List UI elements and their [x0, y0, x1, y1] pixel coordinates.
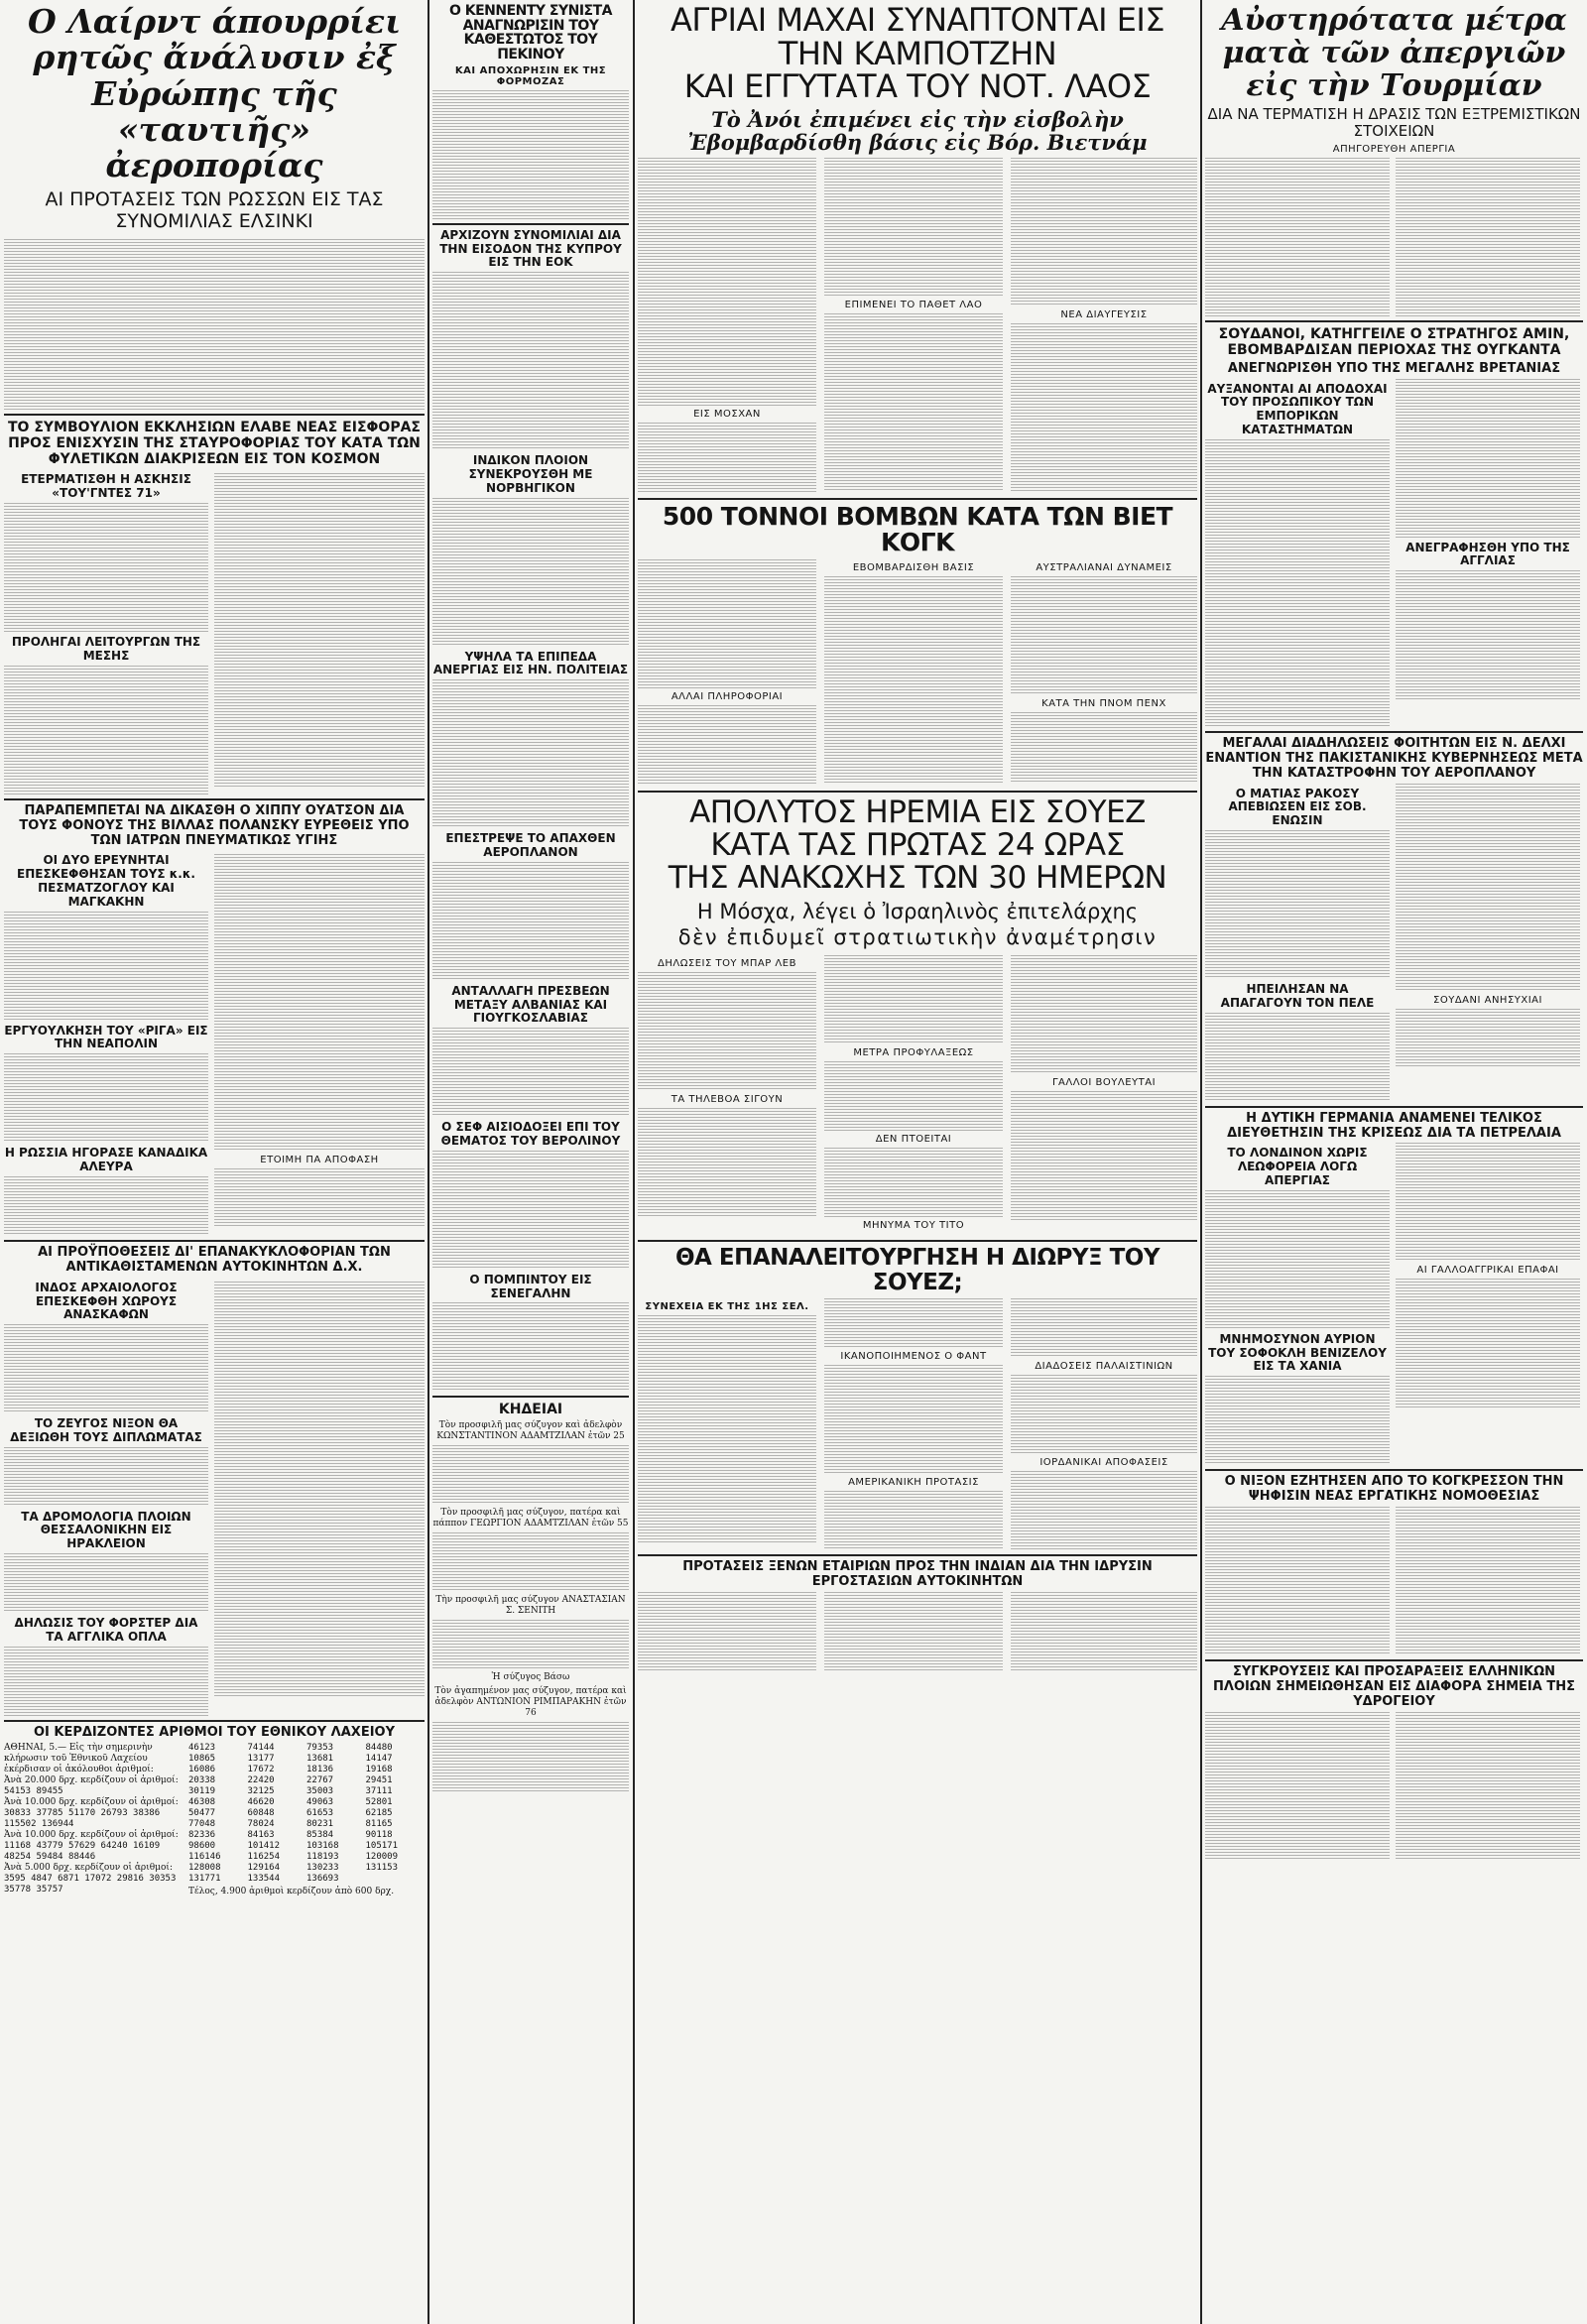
collisions-text: [1396, 1712, 1580, 1861]
berlin-headline: Ο ΣΕΦ ΑΙΣΙΟΔΟΞΕΙ ΕΠΙ ΤΟΥ ΘΕΜΑΤΟΣ ΤΟΥ ΒΕΡΟΛΙΝΟΥ: [440, 1120, 621, 1148]
ready-text: [214, 1168, 425, 1228]
section-rule: [638, 791, 1197, 793]
london-text: [1205, 1190, 1390, 1329]
lottery-number: 52801: [365, 1796, 393, 1807]
routes-headline: ΤΑ ΔΡΟΜΟΛΟΓΙΑ ΠΛΟΙΩΝ ΘΕΣΣΑΛΟΝΙΚΗΝ ΕΙΣ ΗΡΑΚΛΕΙΟΝ: [21, 1509, 191, 1551]
second-column: [432, 4, 629, 2315]
section-rule: [1205, 1469, 1583, 1471]
bombs-col-1: [638, 559, 816, 785]
eruption-headline: ΕΡΓΥΟΥΛΚΗΣΗ ΤΟΥ «ΡΙΓΑ» ΕΙΣ ΤΗΝ ΝΕΑΠΟΛΙΝ: [4, 1023, 208, 1051]
lottery-number: 62185: [365, 1807, 393, 1818]
strike-headline: ΑΝΕΓΡΑΦΗΣΘΗ ΥΠΟ ΤΗΣ ΑΓΓΛΙΑΣ: [1405, 540, 1570, 568]
cambodia-text: [638, 423, 816, 492]
lottery-prize-label: Ἀνὰ 10.000 δρχ. κερδίζουν οἱ ἀριθμοί:: [4, 1796, 179, 1807]
two-col-block: [4, 469, 425, 794]
students-headline: ΜΕΓΑΛΑΙ ΔΙΑΔΗΛΩΣΕΙΣ ΦΟΙΤΗΤΩΝ ΕΙΣ Ν. ΔΕΛΧΙ ΕΝΑΝΤΙΟΝ ΤΗΣ ΠΑΚΙΣΤΑΝΙΚΗΣ ΚΥΒΕΡΝΗΣΕΩΣ ΜΕΤΑ ΤΗΝ ΚΑΤΑΣΤΡΟΦΗΝ ΤΟΥ ΑΕΡΟΠΛΑΝΟΥ: [1205, 735, 1583, 781]
lottery-number: 136693: [306, 1873, 339, 1884]
britain-headline: ΑΝΕΓΝΩΡΙΣΘΗ ΥΠΟ ΤΗΣ ΜΕΓΑΛΗΣ ΒΡΕΤΑΝΙΑΣ: [1227, 360, 1561, 376]
right-column: [1205, 4, 1583, 2315]
hippie-text: [214, 854, 425, 1152]
memorial-text: [1205, 1376, 1390, 1465]
left-column: [4, 4, 425, 2315]
two-col-block: [4, 850, 425, 1235]
funerals-block: [432, 1420, 629, 1791]
strike-text: [1396, 570, 1580, 699]
sub-column-right: [214, 850, 425, 1235]
indian-ship-headline: ΙΝΔΙΚΟΝ ΠΛΟΙΟΝ ΣΥΝΕΚΡΟΥΣΘΗ ΜΕ ΝΟΡΒΗΓΙΚΟΝ: [468, 453, 593, 495]
lead-article-text: [4, 239, 425, 410]
funeral-notice: Ἡ σύζυγος Βάσω: [491, 1672, 570, 1683]
pele-headline: ΗΠΕΙΛΗΣΑΝ ΝΑ ΑΠΑΓΑΓΟΥΝ ΤΟΝ ΠΕΛΕ: [1220, 982, 1375, 1010]
lottery-number: 82336: [188, 1829, 216, 1840]
memorial-headline: ΜΝΗΜΟΣΥΝΟΝ ΑΥΡΙΟΝ ΤΟΥ ΣΟΦΟΚΛΗ ΒΕΝΙΖΕΛΟΥ ΕΙΣ ΤΑ ΧΑΝΙΑ: [1208, 1331, 1387, 1374]
canal-text: [638, 1315, 816, 1543]
sub-column-left: [4, 469, 208, 794]
cambodia-body: [638, 158, 1197, 492]
lottery-number: 103168: [306, 1840, 339, 1851]
column-rule: [633, 0, 635, 2324]
lottery-grid: [188, 1743, 425, 1885]
kicker: ΔΗΛΩΣΕΙΣ ΤΟΥ ΜΠΑΡ ΛΕΒ: [658, 958, 796, 970]
foreign-text: [824, 1592, 1003, 1671]
section-rule: [1205, 1106, 1583, 1108]
right-sub-right: [1396, 1143, 1580, 1465]
vehicles-text: [214, 1282, 425, 1698]
suez-headline-2: ΚΑΤΑ ΤΑΣ ΠΡΩΤΑΣ 24 ΩΡΑΣ: [710, 827, 1125, 864]
lottery-number: 133544: [247, 1873, 281, 1884]
germany-body: [1205, 1143, 1583, 1465]
lottery-block: [4, 1743, 425, 1896]
suez-text: [824, 1148, 1003, 1217]
lottery-number: 17672: [247, 1764, 275, 1774]
russia-flour-text: [4, 1176, 208, 1236]
suez-text: [1011, 955, 1197, 1074]
lottery-number: 22420: [247, 1774, 275, 1785]
suez-text: [824, 1061, 1003, 1131]
lottery-number: 79353: [306, 1742, 334, 1753]
lottery-number: 10865: [188, 1753, 216, 1764]
lottery-number: 116146: [188, 1851, 221, 1862]
foreign-headline: ΠΡΟΤΑΣΕΙΣ ΞΕΝΩΝ ΕΤΑΙΡΙΩΝ ΠΡΟΣ ΤΗΝ ΙΝΔΙΑΝ ΔΙΑ ΤΗΝ ΙΔΡΥΣΙΝ ΕΡΓΟΣΤΑΣΙΩΝ ΑΥΤΟΚΙΝΗΤΩΝ: [682, 1558, 1153, 1589]
pompidou-headline: Ο ΠΟΜΠΙΝΤΟΥ ΕΙΣ ΣΕΝΕΓΑΛΗΝ: [469, 1272, 592, 1300]
kicker: ΔΕΝ ΠΤΟΕΙΤΑΙ: [875, 1134, 952, 1146]
suez-headline-3: ΤΗΣ ΑΝΑΚΩΧΗΣ ΤΩΝ 30 ΗΜΕΡΩΝ: [668, 859, 1167, 896]
students-text: [1396, 1009, 1580, 1068]
lottery-prizes: [4, 1743, 183, 1896]
bombs-body: [638, 559, 1197, 785]
eruption-text: [4, 1053, 208, 1143]
lottery-table: [188, 1743, 425, 1896]
bombs-text: [1011, 712, 1197, 782]
lottery-number: 131153: [365, 1862, 399, 1873]
bombs-text: [824, 576, 1003, 785]
germany-text: [1396, 1143, 1580, 1262]
column-rule: [1200, 0, 1202, 2324]
lottery-number: 13177: [247, 1753, 275, 1764]
forster-headline: ΔΗΛΩΣΙΣ ΤΟΥ ΦΟΡΣΤΕΡ ΔΙΑ ΤΑ ΑΓΓΛΙΚΑ ΟΠΛΑ: [14, 1616, 198, 1644]
canal-headline: ΘΑ ΕΠΑΝΑΛΕΙΤΟΥΡΓΗΣΗ Η ΔΙΩΡΥΞ ΤΟΥ ΣΟΥΕΖ;: [675, 1245, 1160, 1295]
lottery-prize-label: Ἀνὰ 10.000 δρχ. κερδίζουν οἱ ἀριθμοί:: [4, 1829, 179, 1840]
kicker: ΣΥΝΕΧΕΙΑ ΕΚ ΤΗΣ 1ΗΣ ΣΕΛ.: [645, 1300, 809, 1312]
bombs-col-3: [1011, 559, 1197, 785]
routes-text: [4, 1553, 208, 1613]
lottery-number: 129164: [247, 1862, 281, 1873]
forster-text: [4, 1647, 208, 1716]
kicker: ΑΙ ΓΑΛΛΟΑΓΓΡΙΚΑΙ ΕΠΑΦΑΙ: [1416, 1265, 1559, 1277]
section-rule: [4, 1720, 425, 1722]
lottery-number: 18136: [306, 1764, 334, 1774]
lottery-number: [366, 1874, 426, 1885]
lottery-number: 90118: [365, 1829, 393, 1840]
kicker: ΓΑΛΛΟΙ ΒΟΥΛΕΥΤΑΙ: [1051, 1077, 1157, 1089]
lottery-number: 130233: [306, 1862, 339, 1873]
cambodia-headline-2: ΚΑΙ ΕΓΓΥΤΑΤΑ ΤΟΥ ΝΟΤ. ΛΑΟΣ: [683, 67, 1152, 106]
kicker: ΑΜΕΡΙΚΑΝΙΚΗ ΠΡΟΤΑΣΙΣ: [848, 1476, 979, 1488]
lottery-number: 19168: [365, 1764, 393, 1774]
kicker: ΝΕΑ ΔΙΑΥΓΕΥΣΙΣ: [1060, 308, 1148, 320]
sub-column-left: [4, 1278, 208, 1716]
lottery-number: 61653: [306, 1807, 334, 1818]
right-sub-right: [1396, 379, 1580, 727]
germany-text: [1396, 1279, 1580, 1407]
lottery-number: 118193: [306, 1851, 339, 1862]
vehicles-headline: ΑΙ ΠΡΟΫΠΟΘΕΣΕΙΣ ΔΙ' ΕΠΑΝΑΚΥΚΛΟΦΟΡΙΑΝ ΤΩΝ ΑΝΤΙΚΑΘΙΣΤΑΜΕΝΩΝ ΑΥΤΟΚΙΝΗΤΩΝ Δ.Χ.: [38, 1244, 391, 1275]
turkey-headline: Αὐστηρότατα μέτρα ματὰ τῶν ἀπεργιῶν εἰς τὴν Τουρμίαν: [1221, 4, 1567, 103]
increase-text: [1205, 439, 1390, 727]
lottery-number: 20338: [188, 1774, 216, 1785]
lottery-number: 22767: [306, 1774, 334, 1785]
section-rule: [4, 1240, 425, 1242]
lottery-number: 13681: [306, 1753, 334, 1764]
lottery-number: 128008: [188, 1862, 221, 1873]
lottery-number: 98600: [188, 1840, 216, 1851]
suez-text: [638, 1108, 816, 1217]
bombs-text: [1011, 576, 1197, 695]
funeral-text: [432, 1445, 629, 1505]
germany-headline: Η ΔΥΤΙΚΗ ΓΕΡΜΑΝΙΑ ΑΝΑΜΕΝΕΙ ΤΕΛΙΚΟΣ ΔΙΕΥΘΕΤΗΣΙΝ ΤΗΣ ΚΡΙΣΕΩΣ ΔΙΑ ΤΑ ΠΕΤΡΕΛΑΙΑ: [1227, 1110, 1561, 1141]
kennedy-text: [432, 90, 629, 219]
funeral-text: [432, 1620, 629, 1669]
funeral-notice: Τὴν προσφιλῆ μας σύζυγον ΑΝΑΣΤΑΣΙΑΝ Σ. ΣΕΝΙΤΗ: [435, 1595, 626, 1617]
lottery-number: 60848: [247, 1807, 275, 1818]
lottery-number: 46123: [188, 1742, 216, 1753]
canal-col-3: [1011, 1298, 1197, 1550]
cambodia-col-1: [638, 158, 816, 492]
nixon-text: [1396, 1507, 1580, 1655]
lottery-number: 14147: [365, 1753, 393, 1764]
canal-text: [1011, 1298, 1197, 1358]
albania-headline: ΑΝΤΑΛΛΑΓΗ ΠΡΕΣΒΕΩΝ ΜΕΤΑΞΥ ΑΛΒΑΝΙΑΣ ΚΑΙ ΓΙΟΥΓΚΟΣΛΑΒΙΑΣ: [451, 983, 610, 1026]
kicker: ΕΒΟΜΒΑΡΔΙΣΘΗ ΒΑΣΙΣ: [852, 562, 975, 574]
cambodia-headline-1: ΑΓΡΙΑΙ ΜΑΧΑΙ ΣΥΝΑΠΤΟΝΤΑΙ ΕΙΣ ΤΗΝ ΚΑΜΠΟΤΖΗΝ: [670, 4, 1165, 72]
exercise-headline: ΕΤΕΡΜΑΤΙΣΘΗ Η ΑΣΚΗΣΙΣ «ΤΟΥ'ΓΝΤΕΣ 71»: [21, 472, 191, 501]
lottery-number: 131771: [188, 1873, 221, 1884]
turkey-body: [1205, 158, 1583, 316]
albania-text: [432, 1028, 629, 1117]
suez-body: [638, 955, 1197, 1234]
suez-headline-1: ΑΠΟΛΥΤΟΣ ΗΡΕΜΙΑ ΕΙΣ ΣΟΥΕΖ: [689, 795, 1146, 831]
levels-text: [432, 679, 629, 828]
center-section: [638, 4, 1197, 2315]
kicker: ΙΟΡΔΑΝΙΚΑΙ ΑΠΟΦΑΣΕΙΣ: [1039, 1456, 1168, 1468]
return-headline: ΕΠΕΣΤΡΕΨΕ ΤΟ ΑΠΑΧΘΕΝ ΑΕΡΟΠΛΑΝΟΝ: [445, 831, 616, 859]
suez-text: [1011, 1091, 1197, 1220]
lottery-number: 84480: [365, 1742, 393, 1753]
lottery-prize-numbers: 11168 43779 57629 64240 16109 48254 59484 88446: [4, 1840, 161, 1862]
lottery-number: 120009: [365, 1851, 399, 1862]
leaders-headline: ΠΡΟΛΗΓΑΙ ΛΕΙΤΟΥΡΓΩΝ ΤΗΣ ΜΕΣΗΣ: [11, 635, 201, 663]
section-rule: [4, 798, 425, 800]
lottery-number: 35003: [306, 1785, 334, 1796]
canal-text: [824, 1491, 1003, 1550]
nixon-text: [1205, 1507, 1390, 1655]
kennedy-kicker: ΚΑΙ ΑΠΟΧΩΡΗΣΙΝ ΕΚ ΤΗΣ ΦΟΡΜΟΖΑΣ: [454, 64, 607, 87]
lottery-number: 81165: [365, 1818, 393, 1829]
canal-col-1: [638, 1298, 816, 1550]
canal-text: [824, 1298, 1003, 1348]
suez-col-2: [824, 955, 1003, 1234]
london-headline: ΤΟ ΛΟΝΔΙΝΟΝ ΧΩΡΙΣ ΛΕΩΦΟΡΕΙΑ ΛΟΓΩ ΑΠΕΡΓΙΑΣ: [1227, 1146, 1368, 1188]
pompidou-text: [432, 1302, 629, 1392]
kicker: ΚΑΤΑ ΤΗΝ ΠΝΟΜ ΠΕΝΧ: [1041, 698, 1166, 710]
sub-column-right: [214, 1278, 425, 1716]
right-sub-right: [1396, 784, 1580, 1102]
cambodia-subhead-1: Τὸ Ἀνόι ἐπιμένει εἰς τὴν εἰσβολὴν: [711, 106, 1124, 132]
islands-headline: ΤΟ ΖΕΥΓΟΣ ΝΙΞΟΝ ΘΑ ΔΕΞΙΩΘΗ ΤΟΥΣ ΔΙΠΛΩΜΑΤΑΣ: [10, 1416, 202, 1444]
two-col-block: [4, 1278, 425, 1716]
lottery-prize-numbers: 54153 89455: [4, 1785, 63, 1796]
levels-headline: ΥΨΗΛΑ ΤΑ ΕΠΙΠΕΔΑ ΑΝΕΡΓΙΑΣ ΕΙΣ ΗΝ. ΠΟΛΙΤΕΙΑΣ: [432, 649, 629, 677]
lottery-number: 77048: [188, 1818, 216, 1829]
lottery-number: 46620: [247, 1796, 275, 1807]
kicker: ΔΙΑΔΟΣΕΙΣ ΠΑΛΑΙΣΤΙΝΙΩΝ: [1035, 1360, 1173, 1372]
kicker: ΕΙΣ ΜΟΣΧΑΝ: [693, 408, 761, 420]
section-rule: [432, 1396, 629, 1398]
lottery-number: 16086: [188, 1764, 216, 1774]
indian-ship-text: [432, 498, 629, 647]
lottery-number: 105171: [365, 1840, 399, 1851]
collisions-text: [1205, 1712, 1390, 1861]
hippie-headline: ΠΑΡΑΠΕΜΠΕΤΑΙ ΝΑ ΔΙΚΑΣΘΗ Ο ΧΙΠΠΥ ΟΥΑΤΣΟΝ ΔΙΑ ΤΟΥΣ ΦΟΝΟΥΣ ΤΗΣ ΒΙΛΛΑΣ ΠΟΛΑΝΣΚΥ ΕΥΡΕΘΕΙΣ ΥΠΟ ΤΩΝ ΙΑΤΡΩΝ ΠΝΕΥΜΑΤΙΚΩΣ ΥΓΙΗΣ: [19, 802, 410, 848]
kicker: ΙΚΑΝΟΠΟΙΗΜΕΝΟΣ Ο ΦΑΝΤ: [840, 1350, 987, 1362]
increase-headline: ΑΥΞΑΝΟΝΤΑΙ ΑΙ ΑΠΟΔΟΧΑΙ ΤΟΥ ΠΡΟΣΩΠΙΚΟΥ ΤΩΝ ΕΜΠΟΡΙΚΩΝ ΚΑΤΑΣΤΗΜΑΤΩΝ: [1207, 381, 1388, 437]
pele-text: [1205, 1013, 1390, 1102]
leaders-text: [4, 666, 208, 795]
lottery-number: 49063: [306, 1796, 334, 1807]
lottery-headline: ΟΙ ΚΕΡΔΙΖΟΝΤΕΣ ΑΡΙΘΜΟΙ ΤΟΥ ΕΘΝΙΚΟΥ ΛΑΧΕΙΟΥ: [33, 1724, 396, 1740]
bombs-headline: 500 ΤΟΝΝΟΙ ΒΟΜΒΩΝ ΚΑΤΑ ΤΩΝ ΒΙΕΤ ΚΟΓΚ: [662, 501, 1173, 557]
lottery-number: 78024: [247, 1818, 275, 1829]
collisions-body: [1205, 1712, 1583, 1861]
lottery-number: 74144: [247, 1742, 275, 1753]
kicker: ΑΥΣΤΡΑΛΙΑΝΑΙ ΔΥΝΑΜΕΙΣ: [1036, 562, 1172, 574]
turkey-text: [1205, 158, 1390, 316]
section-rule: [1205, 1659, 1583, 1661]
kicker: ΤΑ ΤΗΛΕΒΟΑ ΣΙΓΟΥΝ: [671, 1094, 784, 1106]
kicker: ΕΠΙΜΕΝΕΙ ΤΟ ΠΑΘΕΤ ΛΑΟ: [844, 299, 983, 310]
cambodia-subhead-2: Ἐβομβαρδίσθη βάσις εἰς Βόρ. Βιετνάμ: [687, 129, 1148, 155]
right-sub-left: [1205, 784, 1390, 1102]
lottery-number: 85384: [306, 1829, 334, 1840]
foreign-text: [1011, 1592, 1197, 1671]
indian-arch-text: [4, 1324, 208, 1413]
students-text: [1396, 784, 1580, 992]
nixon-headline: Ο ΝΙΞΟΝ ΕΖΗΤΗΣΕΝ ΑΠΟ ΤΟ ΚΟΓΚΡΕΣΣΟΝ ΤΗΝ ΨΗΦΙΣΙΝ ΝΕΑΣ ΕΡΓΑΤΙΚΗΣ ΝΟΜΟΘΕΣΙΑΣ: [1224, 1474, 1564, 1505]
lottery-prize-label: Ἀνὰ 5.000 δρχ. κερδίζουν οἱ ἀριθμοί:: [4, 1862, 173, 1873]
funeral-text: [432, 1532, 629, 1592]
cambodia-text: [1011, 158, 1197, 306]
lead-subheadline: ΑΙ ΠΡΟΤΑΣΕΙΣ ΤΩΝ ΡΩΣΣΩΝ ΕΙΣ ΤΑΣ ΣΥΝΟΜΙΛΙΑΣ ΕΛΣΙΝΚΙ: [45, 188, 384, 233]
kicker: ΜΗΝΥΜΑ ΤΟΥ ΤΙΤΟ: [862, 1220, 965, 1232]
suez-col-1: [638, 955, 816, 1234]
rakosi-text: [1205, 830, 1390, 979]
sub-column-right: [214, 469, 425, 794]
lottery-prize-numbers: 3595 4847 6871 17072 29816 30353 35778 35757: [4, 1873, 177, 1895]
foreign-text: [638, 1592, 816, 1671]
kicker: ΑΛΛΑΙ ΠΛΗΡΟΦΟΡΙΑΙ: [671, 691, 784, 703]
turkey-kicker: ΑΠΗΓΟΡΕΥΘΗ ΑΠΕΡΓΙΑ: [1332, 143, 1456, 155]
sudan-headline: ΣΟΥΔΑΝΟΙ, ΚΑΤΗΓΓΕΙΛΕ Ο ΣΤΡΑΤΗΓΟΣ ΑΜΙΝ, ΕΒΟΜΒΑΡΔΙΣΑΝ ΠΕΡΙΟΧΑΣ ΤΗΣ ΟΥΓΚΑΝΤΑ: [1218, 325, 1570, 358]
cyprus-headline: ΑΡΧΙΖΟΥΝ ΣΥΝΟΜΙΛΙΑΙ ΔΙΑ ΤΗΝ ΕΙΣΟΔΟΝ ΤΗΣ ΚΥΠΡΟΥ ΕΙΣ ΤΗΝ ΕΟΚ: [439, 227, 622, 270]
canal-body: [638, 1298, 1197, 1550]
exercise-text: [4, 503, 208, 632]
suez-subhead-2: δὲν ἐπιδυμεῖ στρατιωτικὴν ἀναμέτρησιν: [677, 925, 1158, 950]
lottery-prize-label: Ἀνὰ 20.000 δρχ. κερδίζουν οἱ ἀριθμοί:: [4, 1774, 179, 1785]
lead-headline: Ο Λαίρντ άπουρρίει ρητῶς ἄνάλυσιν ἐξ Εὐρώπης τῆς «ταυτιῆς» ἀεροπορίας: [27, 4, 402, 185]
return-text: [432, 862, 629, 981]
lottery-prize-numbers: 30833 37785 51170 26793 38386 115502 136944: [4, 1807, 161, 1829]
rakosi-headline: Ο ΜΑΤΙΑΣ ΡΑΚΟΣΥ ΑΠΕΒΙΩΣΕΝ ΕΙΣ ΣΟΒ. ΕΝΩΣΙΝ: [1228, 786, 1367, 828]
bombs-col-2: [824, 559, 1003, 785]
cambodia-col-3: [1011, 158, 1197, 492]
lottery-number: 29451: [365, 1774, 393, 1785]
russia-flour-headline: Η ΡΩΣΣΙΑ ΗΓΟΡΑΣΕ ΚΑΝΑΔΙΚΑ ΑΛΕΥΡΑ: [4, 1146, 208, 1174]
cambodia-text: [1011, 323, 1197, 492]
kennedy-headline: Ο ΚΕΝΝΕΝΤΥ ΣΥΝΙΣΤΑ ΑΝΑΓΝΩΡΙΣΙΝ ΤΟΥ ΚΑΘΕΣΤΩΤΟΣ ΤΟΥ ΠΕΚΙΝΟΥ: [448, 4, 613, 63]
researchers-text: [4, 912, 208, 1021]
funeral-notice: Τὸν ἀγαπημένον μας σύζυγον, πατέρα καὶ ἀδελφὸν ΑΝΤΩΝΙΟΝ ΡΙΜΠΑΡΑΚΗΝ ἐτῶν 76: [434, 1686, 627, 1719]
right-sub-left: [1205, 1143, 1390, 1465]
section-rule: [1205, 731, 1583, 733]
lottery-number: 46308: [188, 1796, 216, 1807]
lottery-number: 50477: [188, 1807, 216, 1818]
berlin-text: [432, 1151, 629, 1270]
lottery-number: 32125: [247, 1785, 275, 1796]
canal-col-2: [824, 1298, 1003, 1550]
turkey-subheadline: ΔΙΑ ΝΑ ΤΕΡΜΑΤΙΣΗ Η ΔΡΑΣΙΣ ΤΩΝ ΕΞΤΡΕΜΙΣΤΙΚΩΝ ΣΤΟΙΧΕΙΩΝ: [1207, 105, 1581, 141]
lottery-number: 101412: [247, 1840, 281, 1851]
islands-text: [4, 1447, 208, 1507]
column-rule: [427, 0, 429, 2324]
lottery-number: 80231: [306, 1818, 334, 1829]
indian-arch-headline: ΙΝΔΟΣ ΑΡΧΑΙΟΛΟΓΟΣ ΕΠΕΣΚΕΦΘΗ ΧΩΡΟΥΣ ΑΝΑΣΚΑΦΩΝ: [35, 1280, 178, 1322]
lottery-number: 30119: [188, 1785, 216, 1796]
sudan-body: [1205, 379, 1583, 727]
lottery-number: 37111: [365, 1785, 393, 1796]
lottery-number: 116254: [247, 1851, 281, 1862]
turkey-text: [1396, 158, 1580, 316]
canal-text: [1011, 1471, 1197, 1550]
council-text: [214, 473, 425, 789]
section-rule: [4, 414, 425, 416]
bombs-text: [638, 705, 816, 785]
funeral-notice: Τὸν προσφιλῆ μας σύζυγον καὶ ἀδελφὸν ΚΩΝΣΤΑΝΤΙΝΟΝ ΑΔΑΜΤΖΙΛΑΝ ἐτῶν 25: [436, 1420, 625, 1442]
suez-text: [638, 972, 816, 1091]
collisions-headline: ΣΥΓΚΡΟΥΣΕΙΣ ΚΑΙ ΠΡΟΣΑΡΑΞΕΙΣ ΕΛΛΗΝΙΚΩΝ ΠΛΟΙΩΝ ΣΗΜΕΙΩΘΗΣΑΝ ΕΙΣ ΔΙΑΦΟΡΑ ΣΗΜΕΙΑ ΤΗΣ ΥΔΡΟΓΕΙΟΥ: [1213, 1664, 1575, 1710]
kicker: ΜΕΤΡΑ ΠΡΟΦΥΛΑΞΕΩΣ: [853, 1047, 974, 1059]
sudan-text: [1396, 379, 1580, 538]
cambodia-text: [824, 313, 1003, 492]
kicker: ΣΟΥΔΑΝΙ ΑΝΗΣΥΧΙΑΙ: [1433, 994, 1542, 1006]
lottery-footer: Τέλος, 4.900 ἀριθμοὶ κερδίζουν ἀπὸ 600 δρχ.: [188, 1886, 395, 1896]
council-headline: ΤΟ ΣΥΜΒΟΥΛΙΟΝ ΕΚΚΛΗΣΙΩΝ ΕΛΑΒΕ ΝΕΑΣ ΕΙΣΦΟΡΑΣ ΠΡΟΣ ΕΝΙΣΧΥΣΙΝ ΤΗΣ ΣΤΑΥΡΟΦΟΡΙΑΣ ΤΟΥ ΚΑΤΑ ΤΩΝ ΦΥΛΕΤΙΚΩΝ ΔΙΑΚΡΙΣΕΩΝ ΕΙΣ ΤΟΝ ΚΟΣΜΟΝ: [8, 420, 421, 468]
suez-subhead-1: Η Μόσχα, λέγει ὁ Ἰσραηλινὸς ἐπιτελάρχης: [696, 900, 1139, 924]
suez-text: [824, 955, 1003, 1044]
right-sub-left: [1205, 379, 1390, 727]
section-rule: [432, 223, 629, 225]
funeral-notice: Τὸν προσφιλῆ μας σύζυγον, πατέρα καὶ πάππον ΓΕΩΡΓΙΟΝ ΑΔΑΜΤΖΙΛΑΝ ἐτῶν 55: [432, 1508, 629, 1529]
bombs-text: [638, 559, 816, 688]
lottery-intro: ΑΘΗΝΑΙ, 5.— Εἰς τὴν σημερινὴν κλήρωσιν τοῦ Ἐθνικοῦ Λαχείου ἐκέρδισαν οἱ ἀκόλουθοι ἀριθμοί:: [4, 1742, 154, 1774]
canal-text: [1011, 1375, 1197, 1454]
ready-kicker: ΕΤΟΙΜΗ ΠΑ ΑΠΟΦΑΣΗ: [260, 1155, 379, 1166]
funeral-text: [432, 1722, 629, 1791]
section-rule: [638, 498, 1197, 500]
suez-col-3: [1011, 955, 1197, 1234]
section-rule: [638, 1554, 1197, 1556]
section-rule: [638, 1240, 1197, 1242]
section-rule: [1205, 320, 1583, 322]
sub-column-left: [4, 850, 208, 1235]
cambodia-col-2: [824, 158, 1003, 492]
cambodia-text: [824, 158, 1003, 297]
nixon-body: [1205, 1507, 1583, 1655]
cambodia-text: [638, 158, 816, 406]
cyprus-text: [432, 272, 629, 450]
funerals-headline: ΚΗΔΕΙΑΙ: [498, 1402, 563, 1418]
canal-text: [824, 1365, 1003, 1474]
students-body: [1205, 784, 1583, 1102]
lottery-number: 84163: [247, 1829, 275, 1840]
foreign-body: [638, 1592, 1197, 1671]
researchers-headline: ΟΙ ΔΥΟ ΕΡΕΥΝΗΤΑΙ ΕΠΕΣΚΕΦΘΗΣΑΝ ΤΟΥΣ κ.κ. ΠΕΣΜΑΤΖΟΓΛΟΥ ΚΑΙ ΜΑΓΚΑΚΗΝ: [17, 853, 195, 909]
